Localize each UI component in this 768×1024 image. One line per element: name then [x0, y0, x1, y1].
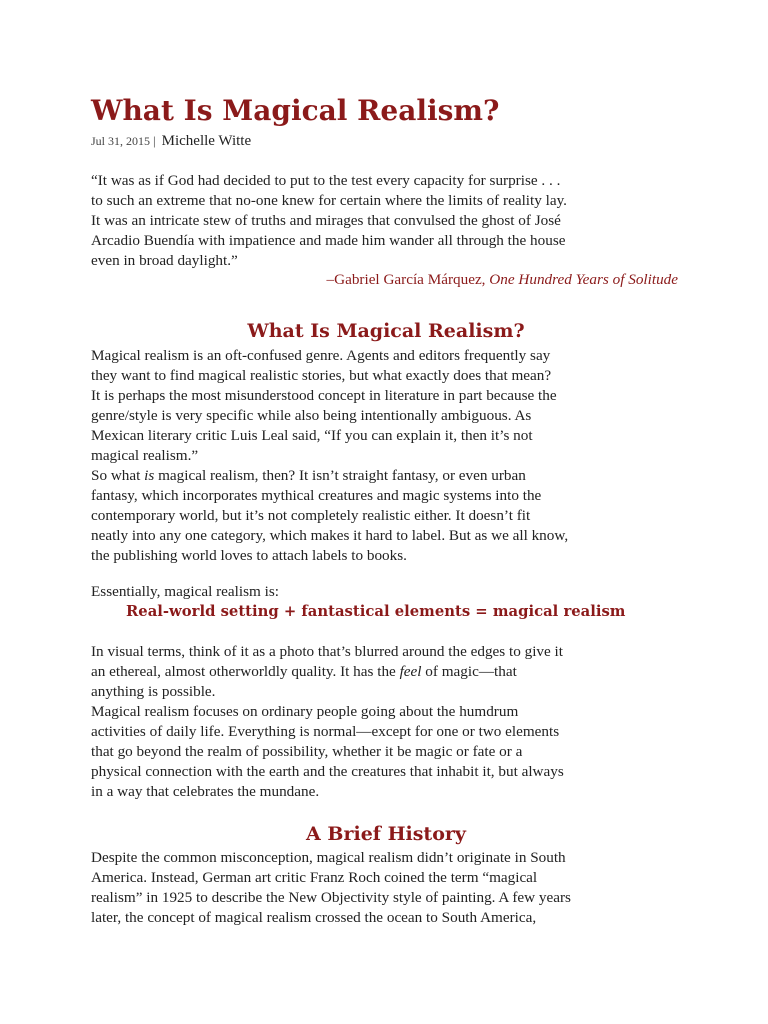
body-line: Magical realism focuses on ordinary people going about the humdrum [91, 703, 519, 720]
body-line [91, 466, 691, 486]
section2-body [91, 848, 691, 928]
formula-highlight: Real-world setting + fantastical elements = magical realism [126, 603, 626, 620]
publish-date: Jul 31, 2015 [91, 134, 151, 148]
emphasis-text: feel [399, 663, 422, 680]
body-line: magical realism.” [91, 447, 199, 464]
quote-line: It was an intricate stew of truths and mirages that convulsed the ghost of José [91, 212, 561, 229]
body-line: America. Instead, German art critic Franz Roch coined the term “magical [91, 869, 538, 886]
section-heading-what-is: What Is Magical Realism? [247, 320, 525, 342]
body-line: contemporary world, but it’s not completely realistic either. It doesn’t fit [91, 507, 531, 524]
epigraph-quote [91, 171, 691, 271]
body-line: that go beyond the realm of possibility, whether it be magic or fate or a [91, 743, 523, 760]
body-line: Despite the common misconception, magical realism didn’t originate in South [91, 849, 566, 866]
body-line: physical connection with the earth and the creatures that inhabit it, but always [91, 763, 564, 780]
author-name[interactable]: Michelle Witte [161, 133, 252, 149]
body-line: In visual terms, think of it as a photo that’s blurred around the edges to give it [91, 643, 563, 660]
section-heading-brief-history: A Brief History [306, 823, 466, 845]
quote-line: to such an extreme that no-one knew for certain where the limits of reality lay. [91, 192, 567, 209]
body-text: So what [91, 467, 145, 484]
quote-line: “It was as if God had decided to put to the test every capacity for surprise . . . [91, 172, 561, 189]
body-text: an ethereal, almost otherworldly quality. It has the [91, 663, 400, 680]
body-line: Mexican literary critic Luis Leal said, “If you can explain it, then it’s not [91, 427, 533, 444]
attribution-author: –Gabriel García Márquez, [326, 271, 486, 288]
body-line: later, the concept of magical realism crossed the ocean to South America, [91, 909, 537, 926]
body-line: It is perhaps the most misunderstood concept in literature in part because the [91, 387, 557, 404]
body-line: activities of daily life. Everything is normal—except for one or two elements [91, 723, 560, 740]
body-line: Magical realism is an oft-confused genre. Agents and editors frequently say [91, 347, 551, 364]
quote-line: even in broad daylight.” [91, 252, 238, 269]
section1-body [91, 346, 691, 566]
quote-line: Arcadio Buendía with impatience and made him wander all through the house [91, 232, 566, 249]
section1-body-continued [91, 642, 691, 802]
body-line: anything is possible. [91, 683, 216, 700]
emphasis-text: is [144, 467, 155, 484]
body-line [91, 662, 691, 682]
article-title: What Is Magical Realism? [91, 94, 500, 127]
body-line: genre/style is very specific while also being intentionally ambiguous. As [91, 407, 532, 424]
body-text: magical realism, then? It isn’t straight fantasy, or even urban [154, 467, 526, 484]
body-line: Essentially, magical realism is: [91, 583, 279, 600]
body-line: fantasy, which incorporates mythical creatures and magic systems into the [91, 487, 542, 504]
body-line: the publishing world loves to attach labels to books. [91, 547, 407, 564]
body-text: of magic—that [421, 663, 517, 680]
article-meta [91, 131, 251, 151]
body-line: they want to find magical realistic stories, but what exactly does that mean? [91, 367, 552, 384]
meta-separator: | [153, 133, 156, 148]
quote-attribution [327, 270, 678, 290]
body-line: realism” in 1925 to describe the New Objectivity style of painting. A few years [91, 889, 571, 906]
essentially-line [91, 582, 691, 602]
attribution-book: One Hundred Years of Solitude [489, 271, 678, 288]
body-line: in a way that celebrates the mundane. [91, 783, 320, 800]
body-line: neatly into any one category, which makes it hard to label. But as we all know, [91, 527, 569, 544]
